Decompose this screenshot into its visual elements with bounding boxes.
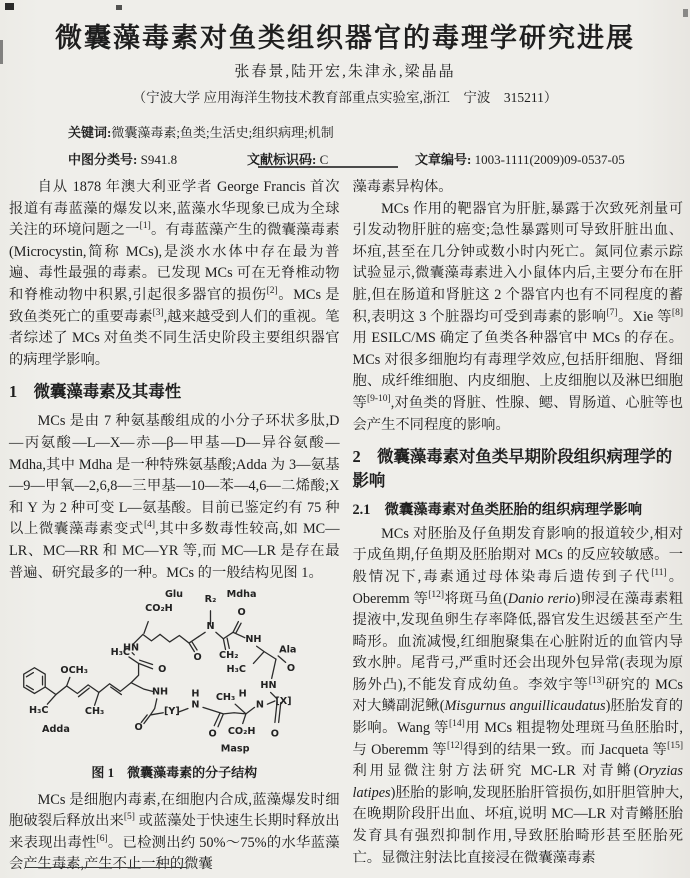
paper-title: 微囊藻毒素对鱼类组织器官的毒理学研究进展 — [55, 23, 635, 53]
svg-text:H: H — [238, 688, 247, 700]
article-id-item: 文章编号: 1003-1111(2009)09-0537-05 — [415, 152, 625, 167]
svg-text:O: O — [208, 728, 217, 740]
svg-text:O: O — [193, 652, 202, 664]
two-column-body — [9, 177, 683, 878]
section-heading-2: 2 微囊藻毒素对鱼类早期阶段组织病理学的影响 — [352, 447, 673, 491]
classification-line — [68, 149, 670, 166]
paragraph-continuation: 藻毒素异构体。 — [352, 179, 453, 195]
svg-text:O: O — [158, 664, 167, 676]
svg-text:H: H — [191, 688, 200, 700]
meta-block — [68, 122, 670, 166]
keywords-line — [68, 122, 670, 141]
svg-text:R₂: R₂ — [204, 594, 217, 606]
svg-text:Adda: Adda — [42, 724, 71, 736]
scan-artifact — [5, 3, 14, 10]
subsection-heading-2-1: 2.1 微囊藻毒素对鱼类胚胎的组织病理学影响 — [352, 502, 643, 519]
figure-1 — [9, 586, 340, 784]
svg-text:NH: NH — [152, 686, 169, 698]
svg-text:[Y]: [Y] — [164, 705, 181, 717]
footnote-rule — [25, 867, 187, 868]
svg-text:Mdha: Mdha — [226, 588, 257, 600]
svg-text:Masp: Masp — [221, 743, 250, 755]
svg-text:CH₃: CH₃ — [85, 705, 105, 717]
doc-code-item: 文献标识码: C — [247, 152, 329, 167]
clc-item: 中图分类号: S941.8 — [68, 152, 178, 167]
svg-text:H₃C: H₃C — [29, 704, 49, 716]
paragraph: 自从 1878 年澳大利亚学者 George Francis 首次报道有毒蓝藻的爆发以来,蓝藻水华现象已成为全球关注的环境问题之一[1]。有毒蓝藻产生的微囊藻毒素(Microcystin,简称 MCs),是淡水水体中存在最为普遍、毒性最强的毒素。已发现 MCs 可在无脊椎动物和脊椎动物中积累,引起很多器官的损伤[2]。MCs 是致鱼类死亡的重要毒素[3],越来越受到人们的重视。笔者综述了 MCs 对鱼类不同生活史阶段主要组织器官的病理学影响。 — [9, 179, 340, 368]
svg-text:O: O — [134, 722, 143, 734]
paper-authors: 张春景,陆开宏,朱津永,梁晶晶 — [234, 64, 456, 80]
svg-text:N: N — [256, 699, 265, 711]
svg-text:NH: NH — [245, 634, 262, 646]
paragraph: MCs 对胚胎及仔鱼期发育影响的报道较少,相对于成鱼期,仔鱼期及胚胎期对 MCs 的反应较敏感。一般情况下,毒素通过母体染毒后遗传到子代[11]。Oberemm 等[12]将斑马鱼(Danio rerio)卵浸在藻毒素粗提液中,发现鱼卵生存率降低,器官发生迟缓甚至产生畸形。血流减慢,红细胞聚集在心脏附近的血管内导致水肿。尾背弓,严重时还会出现外包异常(表现为原肠外凸),不能发育成幼鱼。李效宇等[13]研究的 MCs 对大鳞副泥鳅(Misgurnus anguillicaudatus)胚胎发育的影响。Wang 等[14]用 MCs 粗提物处理斑马鱼胚胎时,与 Oberemm 等[12]得到的结果一致。而 Jacqueta 等[15]利用显微注射方法研究 MC-LR 对青鳉(Oryzias latipes)胚胎的影响,发现胚胎肝管损伤,如肝胆管肿大,在晚期阶段肝出血、坏疽,说明 MC—LR 对青鳉胚胎发育具有强烈抑制作用,导致胚胎畸形甚至胚胎死亡。显微注射法比直接浸在微囊藻毒素 — [352, 525, 684, 866]
right-column — [353, 177, 684, 878]
paragraph: MCs 是细胞内毒素,在细胞内合成,蓝藻爆发时细胞破裂后释放出来[5] 或蓝藻处于快速生长期时释放出来表现出毒性[6]。已检测出约 50%～75%的水华蓝藻会产生毒素,产生不止一种的微囊 — [9, 791, 340, 873]
svg-text:[X]: [X] — [275, 696, 292, 708]
svg-text:HN: HN — [260, 680, 277, 692]
scan-artifact — [116, 5, 122, 10]
svg-text:O: O — [271, 728, 280, 740]
svg-text:CH₃: CH₃ — [216, 692, 236, 704]
svg-text:HN: HN — [123, 642, 140, 654]
section-heading-1: 1 微囊藻毒素及其毒性 — [9, 382, 182, 402]
svg-text:O: O — [287, 663, 296, 675]
svg-text:H₃C: H₃C — [226, 664, 247, 676]
svg-text:CO₂H: CO₂H — [228, 726, 256, 738]
header-divider — [258, 166, 398, 168]
svg-text:CH₂: CH₂ — [219, 650, 239, 662]
svg-text:N: N — [191, 699, 200, 711]
keywords-value: 微囊藻毒素;鱼类;生活史;组织病理;机制 — [111, 125, 334, 140]
keywords-label: 关键词: — [68, 125, 112, 140]
svg-text:CO₂H: CO₂H — [145, 602, 174, 614]
svg-text:N: N — [206, 621, 215, 633]
figure-caption: 图 1 微囊藻毒素的分子结构 — [91, 765, 258, 781]
svg-text:OCH₃: OCH₃ — [60, 665, 89, 677]
left-column — [9, 177, 340, 878]
paper-affiliation: （宁波大学 应用海洋生物技术教育部重点实验室,浙江 宁波 315211） — [132, 90, 558, 105]
paragraph: MCs 是由 7 种氨基酸组成的小分子环状多肽,D—丙氨酸—L—X—赤—β—甲基—D—异谷氨酸—Mdha,其中 Mdha 是一种特殊氨基酸;Adda 为 3—氨基—9—甲氧—2,6,8—三甲基—10—苯—4,6—二烯酸;X 和 Y 为 2 种可变 L—氨基酸。目前已鉴定约有 75 种以上微囊藻毒素变式[4],其中多数毒性较高,如 MC—LR、MC—RR 和 MC—YR 等,而 MC—LR 是存在最普遍、研究最多的一种。MCs 的一般结构见图 1。 — [9, 413, 340, 581]
paragraph: MCs 作用的靶器官为肝脏,暴露于次致死剂量可引发动物肝脏的癌变;急性暴露则可导致肝脏出血、坏疽,甚至在几分钟或数小时内死亡。氮同位素示踪试验显示,微囊藻毒素进入小鼠体内后,主要分布在肝脏,但在肠道和肾脏这 2 个器官内也有不同程度的蓄积,表明这 3 个脏器均可受到毒素的影响[7]。Xie 等[8]用 ESILC/MS 确定了鱼类各种器官中 MCs 的存在。MCs 对很多细胞均有毒理学效应,包括肝细胞、肾细胞、成纤维细胞、内皮细胞、上皮细胞以及淋巴细胞等[9-10],对鱼类的肾脏、性腺、鳃、胃肠道、心脏等也会产生不同程度的影响。 — [352, 200, 683, 433]
svg-text:O: O — [237, 607, 246, 619]
microcystin-structure-figure — [13, 586, 335, 758]
svg-text:Glu: Glu — [165, 588, 184, 600]
svg-text:H₃C: H₃C — [110, 646, 131, 658]
svg-text:Ala: Ala — [279, 644, 297, 656]
